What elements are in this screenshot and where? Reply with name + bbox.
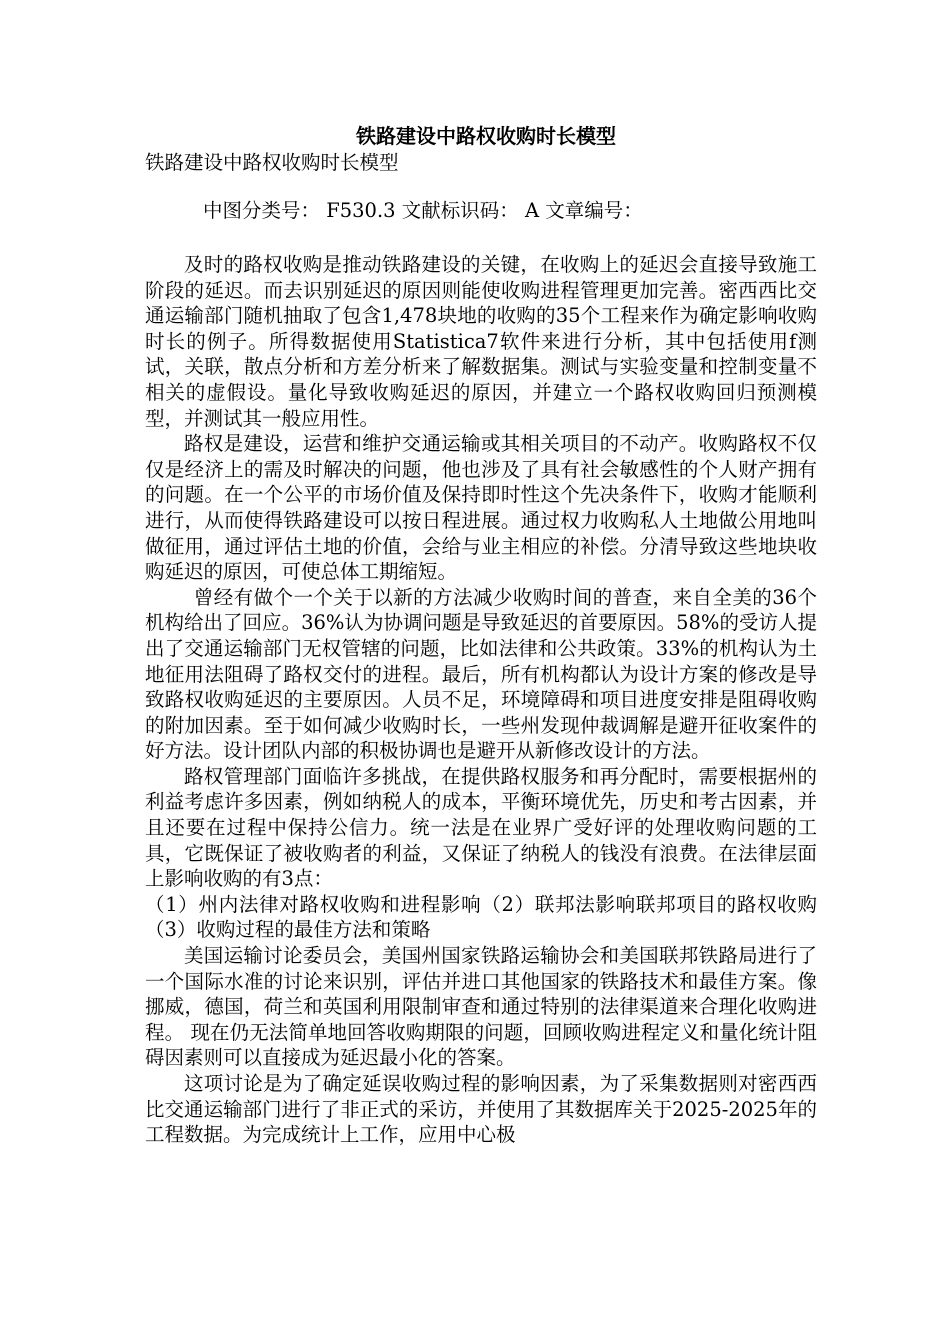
document-title: 铁路建设中路权收购时长模型 xyxy=(356,124,616,148)
paragraph-abstract: 及时的路权收购是推动铁路建设的关键，在收购上的延迟会直接导致施工阶段的延迟。而去识别延迟的原因则能使收购进程管理更加完善。密西西比交通运输部门随机抽取了包含1,478块地的收购的35个工程来作为确定影响收购时长的例子。所得数据使用Statistica7软件来进行分析，其中包括使用f测试，关联，散点分析和方差分析来了解数据集。测试与实验变量和控制变量不相关的虚假设。量化导致收购延迟的原因，并建立一个路权收购回归预测模型，并测试其一般应用性。 xyxy=(145,253,817,430)
paragraph-challenges: 路权管理部门面临许多挑战，在提供路权服务和再分配时，需要根据州的利益考虑许多因素，例如纳税人的成本，平衡环境优先，历史和考古因素，并且还要在过程中保持公信力。统一法是在业界广受好评的处理收购问题的工具，它既保证了被收购者的利益，又保证了纳税人的钱没有浪费。在法律层面上影响收购的有3点： xyxy=(145,764,817,891)
paragraph-legal-points: （1）州内法律对路权收购和进程影响（2）联邦法影响联邦项目的路权收购（3）收购过程的最佳方法和策略 xyxy=(145,892,817,942)
paragraph-right-of-way: 路权是建设，运营和维护交通运输或其相关项目的不动产。收购路权不仅仅是经济上的需及时解决的问题，他也涉及了具有社会敏感性的个人财产拥有的问题。在一个公平的市场价值及保持即时性这个先决条件下，收购才能顺利进行，从而使得铁路建设可以按日程进展。通过权力收购私人土地做公用地叫做征用，通过评估土地的价值，会给与业主相应的补偿。分清导致这些地块收购延迟的原因，可使总体工期缩短。 xyxy=(145,432,817,584)
paragraph-survey: 曾经有做个一个关于以新的方法减少收购时间的普查，来自全美的36个机构给出了回应。36%认为协调问题是导致延迟的首要原因。58%的受访人提出了交通运输部门无权管辖的问题，比如法律和公共政策。33%的机构认为土地征用法阻碍了路权交付的进程。最后，所有机构都认为设计方案的修改是导致路权收购延迟的主要原因。人员不足，环境障碍和项目进度安排是阻碍收购的附加因素。至于如何减少收购时长，一些州发现仲裁调解是避开征收案件的好方法。设计团队内部的积极协调也是避开从新修改设计的方法。 xyxy=(145,585,817,763)
document-page xyxy=(145,122,817,1148)
document-subtitle: 铁路建设中路权收购时长模型 xyxy=(145,151,399,174)
paragraph-international: 美国运输讨论委员会，美国州国家铁路运输协会和美国联邦铁路局进行了一个国际水准的讨论来识别，评估并进口其他国家的铁路技术和最佳方案。像挪威，德国，荷兰和英国利用限制审查和通过特别的法律渠道来合理化收购进程。 现在仍无法简单地回答收购期限的问题，回顾收购进程定义和量化统计阻碍因素则可以直接成为延迟最小化的答案。 xyxy=(145,944,817,1070)
paragraph-study: 这项讨论是为了确定延误收购过程的影响因素，为了采集数据则对密西西比交通运输部门进行了非正式的采访，并使用了其数据库关于2025-2025年的工程数据。为完成统计上工作，应用中心极 xyxy=(145,1072,817,1147)
classification-line: 中图分类号： F530.3 文献标识码： A 文章编号： xyxy=(203,199,643,222)
